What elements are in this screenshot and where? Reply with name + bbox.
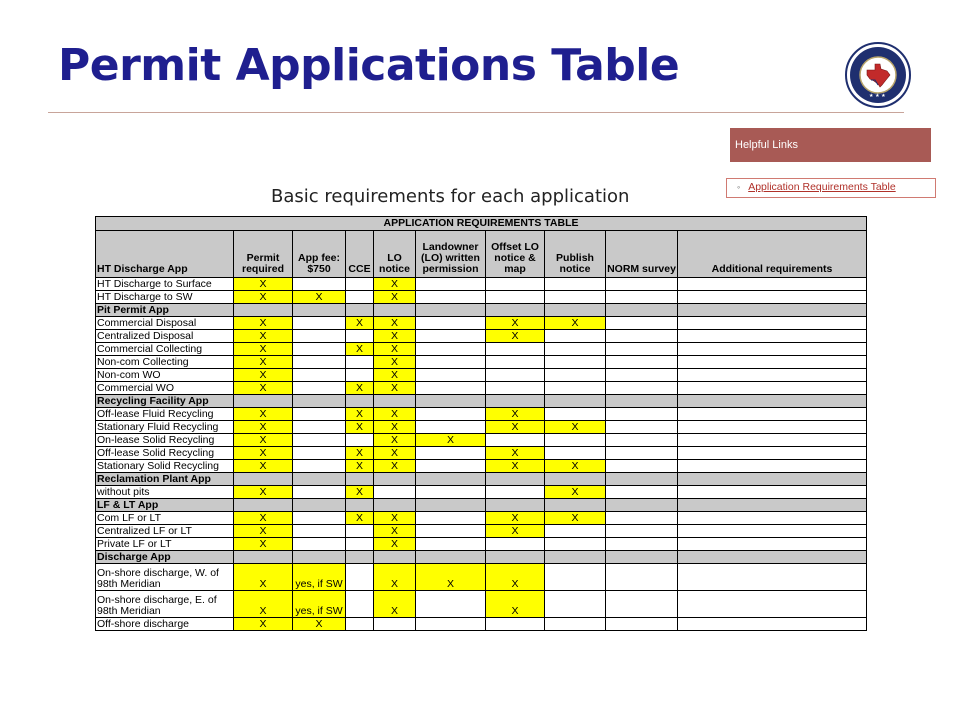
- requirement-cell: X: [234, 486, 293, 499]
- railroad-commission-seal-icon: [845, 42, 911, 108]
- requirement-cell: X: [545, 421, 606, 434]
- requirement-cell: X: [374, 343, 416, 356]
- requirement-cell: [293, 434, 346, 447]
- requirement-cell: X: [486, 564, 545, 591]
- requirement-cell: [486, 356, 545, 369]
- requirement-cell: [545, 356, 606, 369]
- requirement-cell: [293, 473, 346, 486]
- requirement-cell: X: [374, 317, 416, 330]
- requirement-cell: [678, 317, 867, 330]
- requirement-cell: X: [374, 382, 416, 395]
- requirement-cell: [416, 291, 486, 304]
- application-type-cell: Private LF or LT: [96, 538, 234, 551]
- table-caption: APPLICATION REQUIREMENTS TABLE: [96, 217, 867, 231]
- application-requirements-table: [95, 216, 867, 631]
- application-type-cell: On-shore discharge, W. of 98th Meridian: [96, 564, 234, 591]
- requirement-cell: X: [234, 291, 293, 304]
- requirement-cell: [678, 382, 867, 395]
- requirement-cell: [416, 304, 486, 317]
- requirement-cell: [416, 551, 486, 564]
- requirement-cell: X: [346, 317, 374, 330]
- requirement-cell: [678, 408, 867, 421]
- requirement-cell: X: [374, 369, 416, 382]
- requirement-cell: [606, 369, 678, 382]
- requirement-cell: X: [486, 525, 545, 538]
- requirement-cell: X: [374, 447, 416, 460]
- requirement-cell: [346, 369, 374, 382]
- requirement-cell: X: [486, 591, 545, 618]
- requirement-cell: [416, 382, 486, 395]
- table-section-row: [96, 499, 867, 512]
- requirement-cell: [606, 317, 678, 330]
- requirement-cell: [606, 618, 678, 631]
- requirement-cell: [545, 434, 606, 447]
- requirement-cell: X: [234, 447, 293, 460]
- requirement-cell: [346, 618, 374, 631]
- table-row: [96, 564, 867, 591]
- table-row: [96, 408, 867, 421]
- requirement-cell: [545, 382, 606, 395]
- requirement-cell: [486, 343, 545, 356]
- requirement-cell: X: [346, 447, 374, 460]
- requirement-cell: [545, 525, 606, 538]
- requirement-cell: [545, 618, 606, 631]
- requirement-cell: [545, 447, 606, 460]
- requirement-cell: [416, 408, 486, 421]
- requirement-cell: [606, 304, 678, 317]
- requirement-cell: X: [234, 278, 293, 291]
- requirement-cell: [606, 291, 678, 304]
- requirement-cell: X: [374, 591, 416, 618]
- table-row: [96, 356, 867, 369]
- requirement-cell: [346, 304, 374, 317]
- requirement-cell: [293, 395, 346, 408]
- requirement-cell: [416, 512, 486, 525]
- requirement-cell: [346, 473, 374, 486]
- requirement-cell: X: [293, 618, 346, 631]
- requirement-cell: [293, 369, 346, 382]
- requirement-cell: X: [486, 408, 545, 421]
- table-row: [96, 343, 867, 356]
- table-row: [96, 591, 867, 618]
- requirement-cell: X: [374, 330, 416, 343]
- requirement-cell: [293, 278, 346, 291]
- application-type-cell: Off-lease Solid Recycling: [96, 447, 234, 460]
- requirement-cell: [234, 304, 293, 317]
- requirement-cell: [606, 421, 678, 434]
- requirement-cell: X: [234, 330, 293, 343]
- requirement-cell: [486, 291, 545, 304]
- requirement-cell: [374, 473, 416, 486]
- requirement-cell: [416, 525, 486, 538]
- requirement-cell: [293, 499, 346, 512]
- table-row: [96, 460, 867, 473]
- requirement-cell: [416, 499, 486, 512]
- requirement-cell: [293, 486, 346, 499]
- requirement-cell: X: [374, 525, 416, 538]
- slide-title: Permit Applications Table: [58, 40, 680, 91]
- helpful-links-list: [726, 178, 936, 198]
- requirement-cell: X: [416, 434, 486, 447]
- table-row: [96, 512, 867, 525]
- requirement-cell: [374, 304, 416, 317]
- requirement-cell: [486, 538, 545, 551]
- requirement-cell: [678, 278, 867, 291]
- requirement-cell: X: [374, 460, 416, 473]
- requirement-cell: X: [234, 421, 293, 434]
- requirement-cell: [606, 408, 678, 421]
- requirement-cell: yes, if SW: [293, 591, 346, 618]
- application-type-cell: Off-shore discharge: [96, 618, 234, 631]
- requirement-cell: [293, 356, 346, 369]
- requirement-cell: X: [374, 434, 416, 447]
- table-row: [96, 538, 867, 551]
- requirement-cell: [293, 512, 346, 525]
- requirement-cell: [486, 551, 545, 564]
- requirement-cell: [346, 551, 374, 564]
- application-type-cell: Non-com Collecting: [96, 356, 234, 369]
- requirement-cell: [346, 525, 374, 538]
- requirement-cell: [293, 460, 346, 473]
- requirement-cell: X: [234, 460, 293, 473]
- table-row: [96, 278, 867, 291]
- requirement-cell: X: [374, 421, 416, 434]
- requirement-cell: X: [293, 291, 346, 304]
- requirement-cell: X: [374, 512, 416, 525]
- requirement-cell: X: [234, 434, 293, 447]
- table-row: [96, 434, 867, 447]
- application-type-cell: Non-com WO: [96, 369, 234, 382]
- slide-subtitle: Basic requirements for each application: [271, 186, 630, 207]
- table-section-row: [96, 395, 867, 408]
- application-type-cell: Centralized LF or LT: [96, 525, 234, 538]
- requirement-cell: X: [545, 460, 606, 473]
- table-row: [96, 421, 867, 434]
- requirement-cell: [678, 486, 867, 499]
- requirement-cell: [346, 291, 374, 304]
- requirement-cell: [486, 618, 545, 631]
- requirement-cell: [545, 551, 606, 564]
- requirement-cell: X: [234, 512, 293, 525]
- requirement-cell: X: [486, 460, 545, 473]
- requirement-cell: [374, 551, 416, 564]
- requirement-cell: [486, 304, 545, 317]
- requirement-cell: X: [416, 564, 486, 591]
- requirement-cell: [545, 291, 606, 304]
- requirement-cell: [678, 447, 867, 460]
- requirement-cell: [293, 408, 346, 421]
- requirement-cell: [346, 395, 374, 408]
- requirement-cell: [416, 369, 486, 382]
- requirement-cell: X: [234, 591, 293, 618]
- requirement-cell: [606, 538, 678, 551]
- requirement-cell: X: [234, 408, 293, 421]
- requirement-cell: [545, 473, 606, 486]
- helpful-links-header: Helpful Links: [730, 128, 931, 162]
- table-header-row: [96, 231, 867, 278]
- table-row: [96, 525, 867, 538]
- requirement-cell: X: [234, 369, 293, 382]
- requirement-cell: [486, 382, 545, 395]
- table-row: [96, 486, 867, 499]
- requirement-cell: [416, 330, 486, 343]
- requirement-cell: X: [486, 512, 545, 525]
- requirement-cell: [678, 369, 867, 382]
- application-type-cell: On-shore discharge, E. of 98th Meridian: [96, 591, 234, 618]
- requirement-cell: [374, 486, 416, 499]
- requirement-cell: [293, 447, 346, 460]
- requirement-cell: X: [346, 460, 374, 473]
- requirement-cell: [293, 343, 346, 356]
- requirement-cell: [416, 538, 486, 551]
- requirement-cell: [678, 330, 867, 343]
- column-header: LO notice: [374, 231, 416, 278]
- requirement-cell: [293, 538, 346, 551]
- requirement-cell: [486, 434, 545, 447]
- application-type-cell: Commercial Collecting: [96, 343, 234, 356]
- section-label: Discharge App: [96, 551, 234, 564]
- table-section-row: [96, 473, 867, 486]
- requirement-cell: [678, 356, 867, 369]
- requirement-cell: [545, 538, 606, 551]
- application-type-cell: Stationary Solid Recycling: [96, 460, 234, 473]
- requirement-cell: [346, 564, 374, 591]
- section-label: LF & LT App: [96, 499, 234, 512]
- requirement-cell: X: [346, 343, 374, 356]
- requirement-cell: X: [346, 408, 374, 421]
- requirement-cell: X: [234, 317, 293, 330]
- requirement-cell: [606, 591, 678, 618]
- requirement-cell: [606, 382, 678, 395]
- requirement-cell: X: [486, 330, 545, 343]
- requirement-cell: X: [486, 447, 545, 460]
- table-row: [96, 369, 867, 382]
- requirement-cell: [416, 473, 486, 486]
- table-row: [96, 447, 867, 460]
- requirement-cell: [486, 395, 545, 408]
- requirement-cell: [678, 421, 867, 434]
- requirement-cell: X: [234, 356, 293, 369]
- requirement-cell: [545, 369, 606, 382]
- requirement-cell: [545, 330, 606, 343]
- requirement-cell: [293, 317, 346, 330]
- requirement-cell: [416, 421, 486, 434]
- requirement-cell: [678, 291, 867, 304]
- requirement-cell: [606, 499, 678, 512]
- application-type-cell: Commercial Disposal: [96, 317, 234, 330]
- requirement-cell: [678, 564, 867, 591]
- requirement-cell: X: [545, 317, 606, 330]
- requirement-cell: [416, 317, 486, 330]
- application-type-cell: Commercial WO: [96, 382, 234, 395]
- table-row: [96, 317, 867, 330]
- title-divider: [48, 112, 904, 113]
- requirement-cell: [293, 382, 346, 395]
- requirement-cell: [606, 447, 678, 460]
- requirement-cell: X: [234, 525, 293, 538]
- requirement-cell: [606, 434, 678, 447]
- section-label: Pit Permit App: [96, 304, 234, 317]
- requirement-cell: [374, 618, 416, 631]
- requirement-cell: X: [346, 486, 374, 499]
- requirement-cell: [678, 343, 867, 356]
- application-type-cell: without pits: [96, 486, 234, 499]
- requirement-cell: [486, 369, 545, 382]
- column-header: NORM survey: [606, 231, 678, 278]
- requirement-cell: [545, 278, 606, 291]
- requirement-cell: [416, 486, 486, 499]
- application-type-cell: Off-lease Fluid Recycling: [96, 408, 234, 421]
- requirement-cell: [346, 330, 374, 343]
- requirement-cell: [606, 278, 678, 291]
- requirement-cell: [346, 591, 374, 618]
- requirement-cell: [293, 330, 346, 343]
- requirement-cell: X: [374, 564, 416, 591]
- list-bullet-icon: ◦: [737, 182, 741, 192]
- column-header: Permit required: [234, 231, 293, 278]
- requirement-cell: X: [346, 512, 374, 525]
- requirement-cell: X: [346, 421, 374, 434]
- requirement-cell: [293, 421, 346, 434]
- requirement-cell: [678, 304, 867, 317]
- requirement-cell: [678, 618, 867, 631]
- requirement-cell: [545, 395, 606, 408]
- section-label: Reclamation Plant App: [96, 473, 234, 486]
- requirement-cell: [416, 356, 486, 369]
- requirement-cell: [545, 564, 606, 591]
- requirement-cell: [678, 538, 867, 551]
- requirement-cell: X: [374, 291, 416, 304]
- requirement-cell: [486, 278, 545, 291]
- requirement-cell: [678, 499, 867, 512]
- requirement-cell: [346, 538, 374, 551]
- column-header: CCE: [346, 231, 374, 278]
- requirement-cell: [416, 591, 486, 618]
- requirement-cell: [486, 499, 545, 512]
- requirement-cell: [606, 395, 678, 408]
- column-header: App fee: $750: [293, 231, 346, 278]
- requirement-cell: [678, 591, 867, 618]
- section-label: Recycling Facility App: [96, 395, 234, 408]
- requirement-cell: [416, 618, 486, 631]
- column-header: Additional requirements: [678, 231, 867, 278]
- requirement-cell: [606, 551, 678, 564]
- application-requirements-table-link[interactable]: Application Requirements Table: [748, 181, 896, 193]
- requirement-cell: [416, 447, 486, 460]
- table-row: [96, 618, 867, 631]
- requirement-cell: [374, 395, 416, 408]
- application-type-cell: Centralized Disposal: [96, 330, 234, 343]
- requirement-cell: [606, 512, 678, 525]
- requirement-cell: [416, 343, 486, 356]
- requirement-cell: [293, 304, 346, 317]
- requirement-cell: [606, 564, 678, 591]
- requirement-cell: [346, 499, 374, 512]
- requirement-cell: [606, 343, 678, 356]
- requirement-cell: [486, 486, 545, 499]
- requirement-cell: [606, 525, 678, 538]
- table-section-row: [96, 304, 867, 317]
- requirement-cell: [606, 330, 678, 343]
- requirement-cell: X: [545, 486, 606, 499]
- requirement-cell: [678, 460, 867, 473]
- column-header: HT Discharge App: [96, 231, 234, 278]
- application-type-cell: HT Discharge to SW: [96, 291, 234, 304]
- requirement-cell: [234, 395, 293, 408]
- requirement-cell: X: [374, 538, 416, 551]
- requirement-cell: [234, 473, 293, 486]
- requirement-cell: [545, 408, 606, 421]
- requirement-cell: [678, 525, 867, 538]
- column-header: Landowner (LO) written permission: [416, 231, 486, 278]
- requirement-cell: X: [346, 382, 374, 395]
- requirement-cell: [545, 591, 606, 618]
- column-header: Offset LO notice & map: [486, 231, 545, 278]
- requirement-cell: [606, 486, 678, 499]
- requirement-cell: [678, 551, 867, 564]
- requirement-cell: [678, 512, 867, 525]
- requirement-cell: [486, 473, 545, 486]
- table-row: [96, 382, 867, 395]
- requirement-cell: [545, 499, 606, 512]
- requirement-cell: [416, 278, 486, 291]
- requirement-cell: [678, 395, 867, 408]
- application-type-cell: Com LF or LT: [96, 512, 234, 525]
- requirement-cell: [293, 525, 346, 538]
- table-row: [96, 291, 867, 304]
- requirement-cell: X: [234, 618, 293, 631]
- column-header: Publish notice: [545, 231, 606, 278]
- requirement-cell: [606, 460, 678, 473]
- application-type-cell: HT Discharge to Surface: [96, 278, 234, 291]
- requirement-cell: [678, 434, 867, 447]
- requirement-cell: X: [486, 421, 545, 434]
- requirement-cell: [545, 343, 606, 356]
- requirement-cell: X: [374, 408, 416, 421]
- requirement-cell: X: [234, 538, 293, 551]
- requirement-cell: X: [545, 512, 606, 525]
- requirement-cell: [346, 278, 374, 291]
- requirement-cell: X: [234, 564, 293, 591]
- requirement-cell: [374, 499, 416, 512]
- requirement-cell: [293, 551, 346, 564]
- requirement-cell: X: [486, 317, 545, 330]
- requirement-cell: X: [374, 356, 416, 369]
- requirement-cell: [416, 395, 486, 408]
- application-type-cell: On-lease Solid Recycling: [96, 434, 234, 447]
- requirement-cell: [234, 551, 293, 564]
- requirement-cell: [234, 499, 293, 512]
- requirement-cell: X: [374, 278, 416, 291]
- requirement-cell: X: [234, 343, 293, 356]
- requirement-cell: [346, 356, 374, 369]
- requirement-cell: [678, 473, 867, 486]
- requirement-cell: yes, if SW: [293, 564, 346, 591]
- table-row: [96, 330, 867, 343]
- requirement-cell: [606, 356, 678, 369]
- application-type-cell: Stationary Fluid Recycling: [96, 421, 234, 434]
- table-section-row: [96, 551, 867, 564]
- requirement-cell: [545, 304, 606, 317]
- requirement-cell: [416, 460, 486, 473]
- requirement-cell: [346, 434, 374, 447]
- svg-text:★ ★ ★: ★ ★ ★: [869, 93, 886, 99]
- requirement-cell: [606, 473, 678, 486]
- requirements-table-container: [95, 216, 867, 631]
- requirement-cell: X: [234, 382, 293, 395]
